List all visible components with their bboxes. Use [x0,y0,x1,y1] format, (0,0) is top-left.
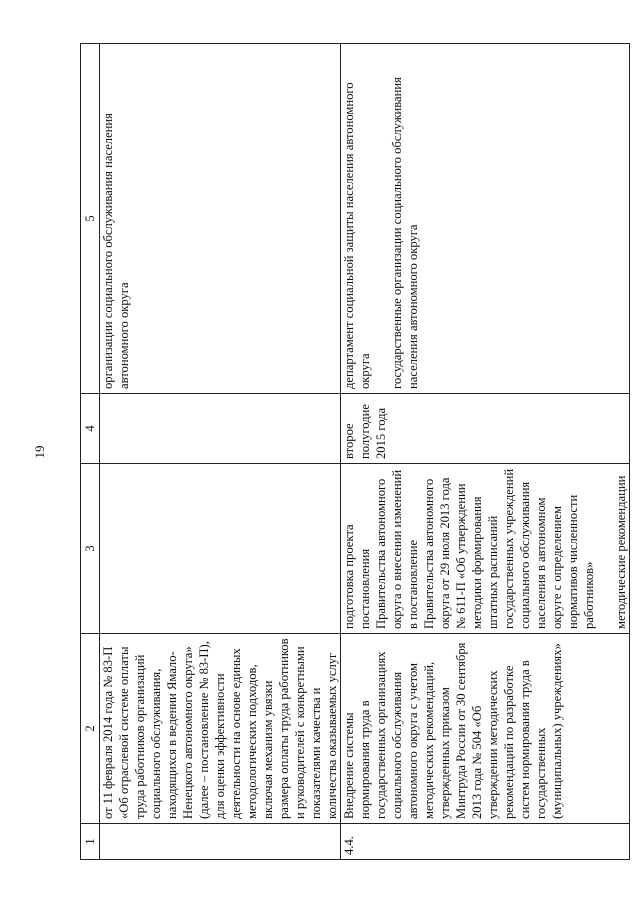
executor-text: государственные организации социального обслуживания населения автономного округа [390,77,420,389]
implementation-mechanism [341,464,630,634]
responsible-executor [341,44,630,394]
measure-description: Внедрение системы нормирования труда в государственных организациях социального обслуживания автономного округа с учетом методических рекомендаций, утвержденных приказом Минтруда России от 30 сентября 2013 года № 504 «Об утверждении методических рекомендаций по разработке систем нормирования труда в государственных (муниципальных) учреждениях» [341,634,630,824]
column-header: 5 [81,44,100,394]
table-header-row [81,44,100,860]
column-header: 2 [81,634,100,824]
mechanism-text: подготовка проекта постановления Правительства автономного округа о внесении изменений в постановление Правительства автономного округа от 29 июля 2013 года № 611-П «Об утверждении методики формирования штатных расписаний государственных учреждений социального обслуживания населения в автономном округе с определением нормативов численности работников» [342,468,596,629]
table-row [100,44,341,860]
row-number: 4.4. [341,824,630,860]
row-number [100,824,341,860]
measure-description: от 11 февраля 2014 года № 83-П «Об отраслевой системе оплаты труда работников организаций социального обслуживания, находящихся в ведении Ямало-Ненецкого автономного округа» (далее – постановление № 83-П), для оценки эффективности деятельности на основе единых методологических подходов, включая механизм увязки размера оплаты труда работников и руководителей с конкретными показателями качества и количества оказываемых услуг [100,634,341,824]
measures-table [80,43,630,860]
responsible-executor: организации социального обслуживания населения автономного округа [100,44,341,394]
implementation-mechanism [100,464,341,634]
page-number: 19 [32,445,47,459]
table-row [341,44,630,860]
mechanism-text: методические рекомендации [614,475,628,629]
column-header: 3 [81,464,100,634]
column-header: 1 [81,824,100,860]
column-header: 4 [81,394,100,464]
executor-text: департамент социальной защиты населения автономного округа [342,82,372,389]
deadline: второе полугодие 2015 года [341,394,630,464]
deadline [100,394,341,464]
rotated-table-container [80,44,628,860]
